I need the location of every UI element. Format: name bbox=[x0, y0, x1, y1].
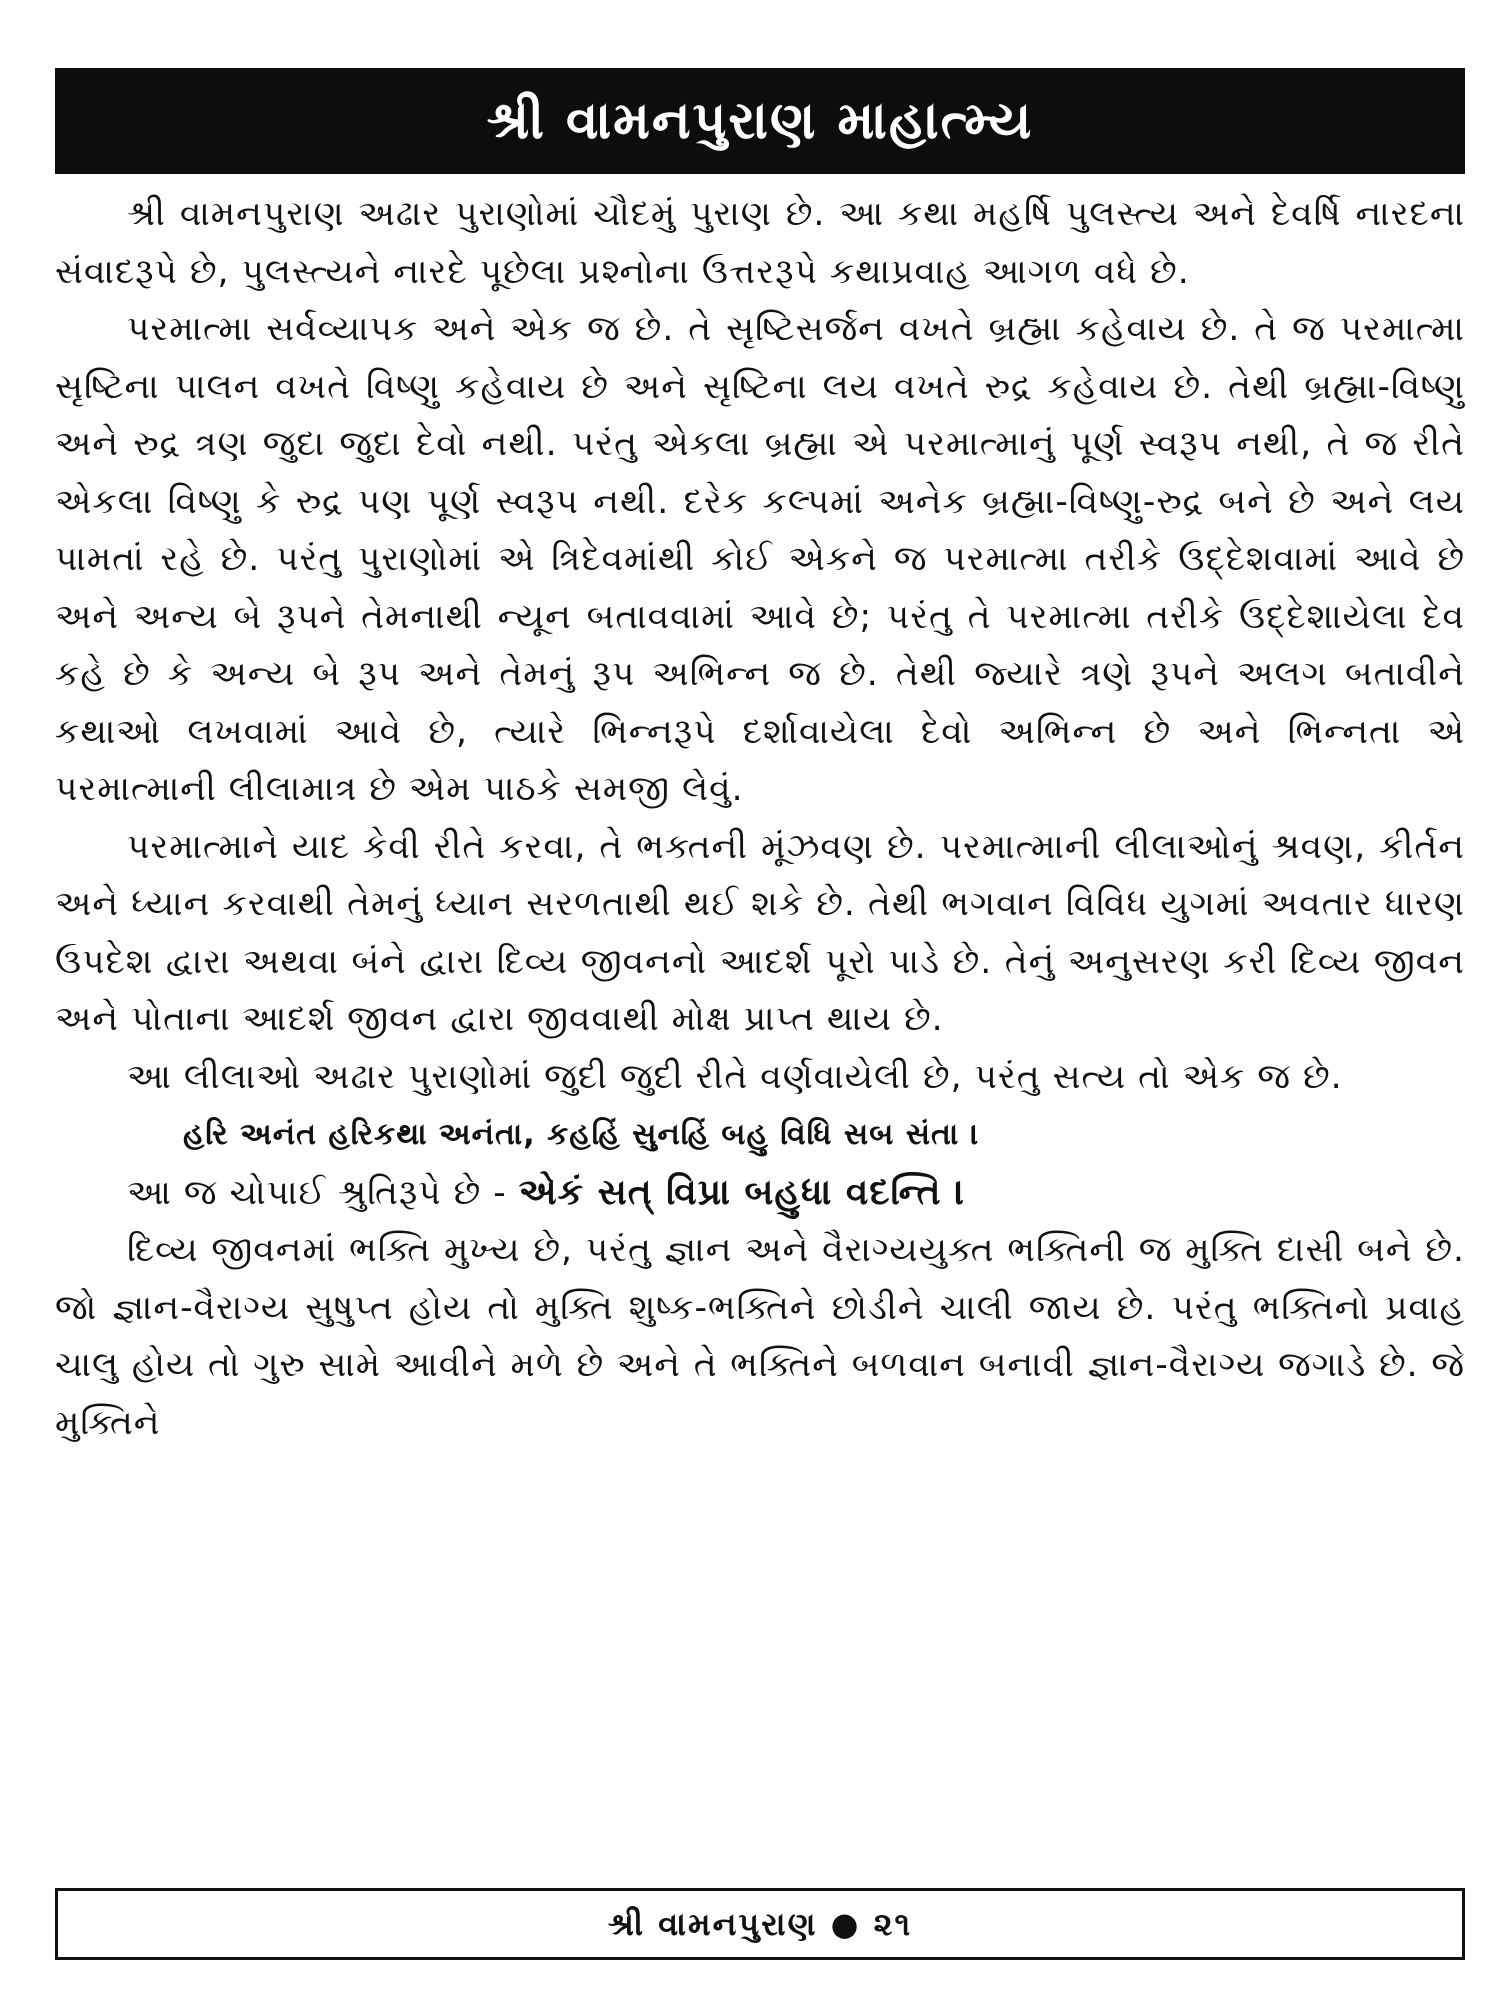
quote-intro: આ જ ચોપાઈ શ્રુતિરૂપે છે - bbox=[127, 1172, 519, 1213]
document-page bbox=[55, 68, 1465, 1968]
paragraph-5: દિવ્ય જીવનમાં ભક્તિ મુખ્ય છે, પરંતુ જ્ઞાન અને વૈરાગ્યયુક્ત ભક્તિની જ મુક્તિ દાસી બને છે. જો જ્ઞાન-વૈરાગ્ય સુષુપ્ત હોય તો મુક્તિ શુષ્ક-ભક્તિને છોડીને ચાલી જાય છે. પરંતુ ભક્તિનો પ્રવાહ ચાલુ હોય તો ગુરુ સામે આવીને મળે છે અને તે ભક્તિને બળવાન બનાવી જ્ઞાન-વૈરાગ્ય જગાડે છે. જે મુક્તિને bbox=[55, 1230, 1465, 1443]
paragraph-4: આ લીલાઓ અઢાર પુરાણોમાં જુદી જુદી રીતે વર્ણવાયેલી છે, પરંતુ સત્ય તો એક જ છે. bbox=[127, 1056, 1343, 1097]
footer-text: શ્રી વામનપુરાણ ● ૨૧ bbox=[607, 1904, 913, 1943]
paragraph-3: પરમાત્માને યાદ કેવી રીતે કરવા, તે ભક્તની મૂંઝવણ છે. પરમાત્માની લીલાઓનું શ્રવણ, કીર્તન અને ધ્યાન કરવાથી તેમનું ધ્યાન સરળતાથી થઈ શકે છે. તેથી ભગવાન વિવિધ યુગમાં અવતાર ધારણ ઉપદેશ દ્વારા અથવા બંને દ્વારા દિવ્ય જીવનનો આદર્શ પૂરો પાડે છે. તેનું અનુસરણ કરી દિવ્ય જીવન અને પોતાના આદર્શ જીવન દ્વારા જીવવાથી મોક્ષ પ્રાપ્ત થાય છે. bbox=[55, 826, 1465, 1039]
article-body bbox=[55, 186, 1465, 1452]
paragraph-1: શ્રી વામનપુરાણ અઢાર પુરાણોમાં ચૌદમું પુરાણ છે. આ કથા મહર્ષિ પુલસ્ત્ય અને દેવર્ષિ નારદના સંવાદરૂપે છે, પુલસ્ત્યને નારદે પૂછેલા પ્રશ્નોના ઉત્તરરૂપે કથાપ્રવાહ આગળ વધે છે. bbox=[55, 194, 1465, 292]
verse-line: હરિ અનંત હરિકથા અનંતા, કહહિં સુનહિં બહુ વિધિ સબ સંતા । bbox=[183, 1117, 980, 1152]
quote-line bbox=[55, 1164, 1465, 1223]
page-footer bbox=[55, 1888, 1465, 1960]
quote-bold: એકં સત્ વિપ્રા બહુધા વદન્તિ । bbox=[518, 1171, 966, 1213]
page-title: શ્રી વામનપુરાણ માહાત્મ્ય bbox=[486, 90, 1034, 151]
paragraph-2: પરમાત્મા સર્વવ્યાપક અને એક જ છે. તે સૃષ્ટિસર્જન વખતે બ્રહ્મા કહેવાય છે. તે જ પરમાત્મા સૃષ્ટિના પાલન વખતે વિષ્ણુ કહેવાય છે અને સૃષ્ટિના લય વખતે રુદ્ર કહેવાય છે. તેથી બ્રહ્મા-વિષ્ણુ અને રુદ્ર ત્રણ જુદા જુદા દેવો નથી. પરંતુ એકલા બ્રહ્મા એ પરમાત્માનું પૂર્ણ સ્વરૂપ નથી, તે જ રીતે એકલા વિષ્ણુ કે રુદ્ર પણ પૂર્ણ સ્વરૂપ નથી. દરેક કલ્પમાં અનેક બ્રહ્મા-વિષ્ણુ-રુદ્ર બને છે અને લય પામતાં રહે છે. પરંતુ પુરાણોમાં એ ત્રિદેવમાંથી કોઈ એકને જ પરમાત્મા તરીકે ઉદ્દેશવામાં આવે છે અને અન્ય બે રૂપને તેમનાથી ન્યૂન બતાવવામાં આવે છે; પરંતુ તે પરમાત્મા તરીકે ઉદ્દેશાયેલા દેવ કહે છે કે અન્ય બે રૂપ અને તેમનું રૂપ અભિન્ન જ છે. તેથી જ્યારે ત્રણે રૂપને અલગ બતાવીને કથાઓ લખવામાં આવે છે, ત્યારે ભિન્નરૂપે દર્શાવાયેલા દેવો અભિન્ન છે અને ભિન્નતા એ પરમાત્માની લીલામાત્ર છે એમ પાઠકે સમજી લેવું. bbox=[55, 309, 1465, 809]
title-banner bbox=[55, 68, 1465, 174]
